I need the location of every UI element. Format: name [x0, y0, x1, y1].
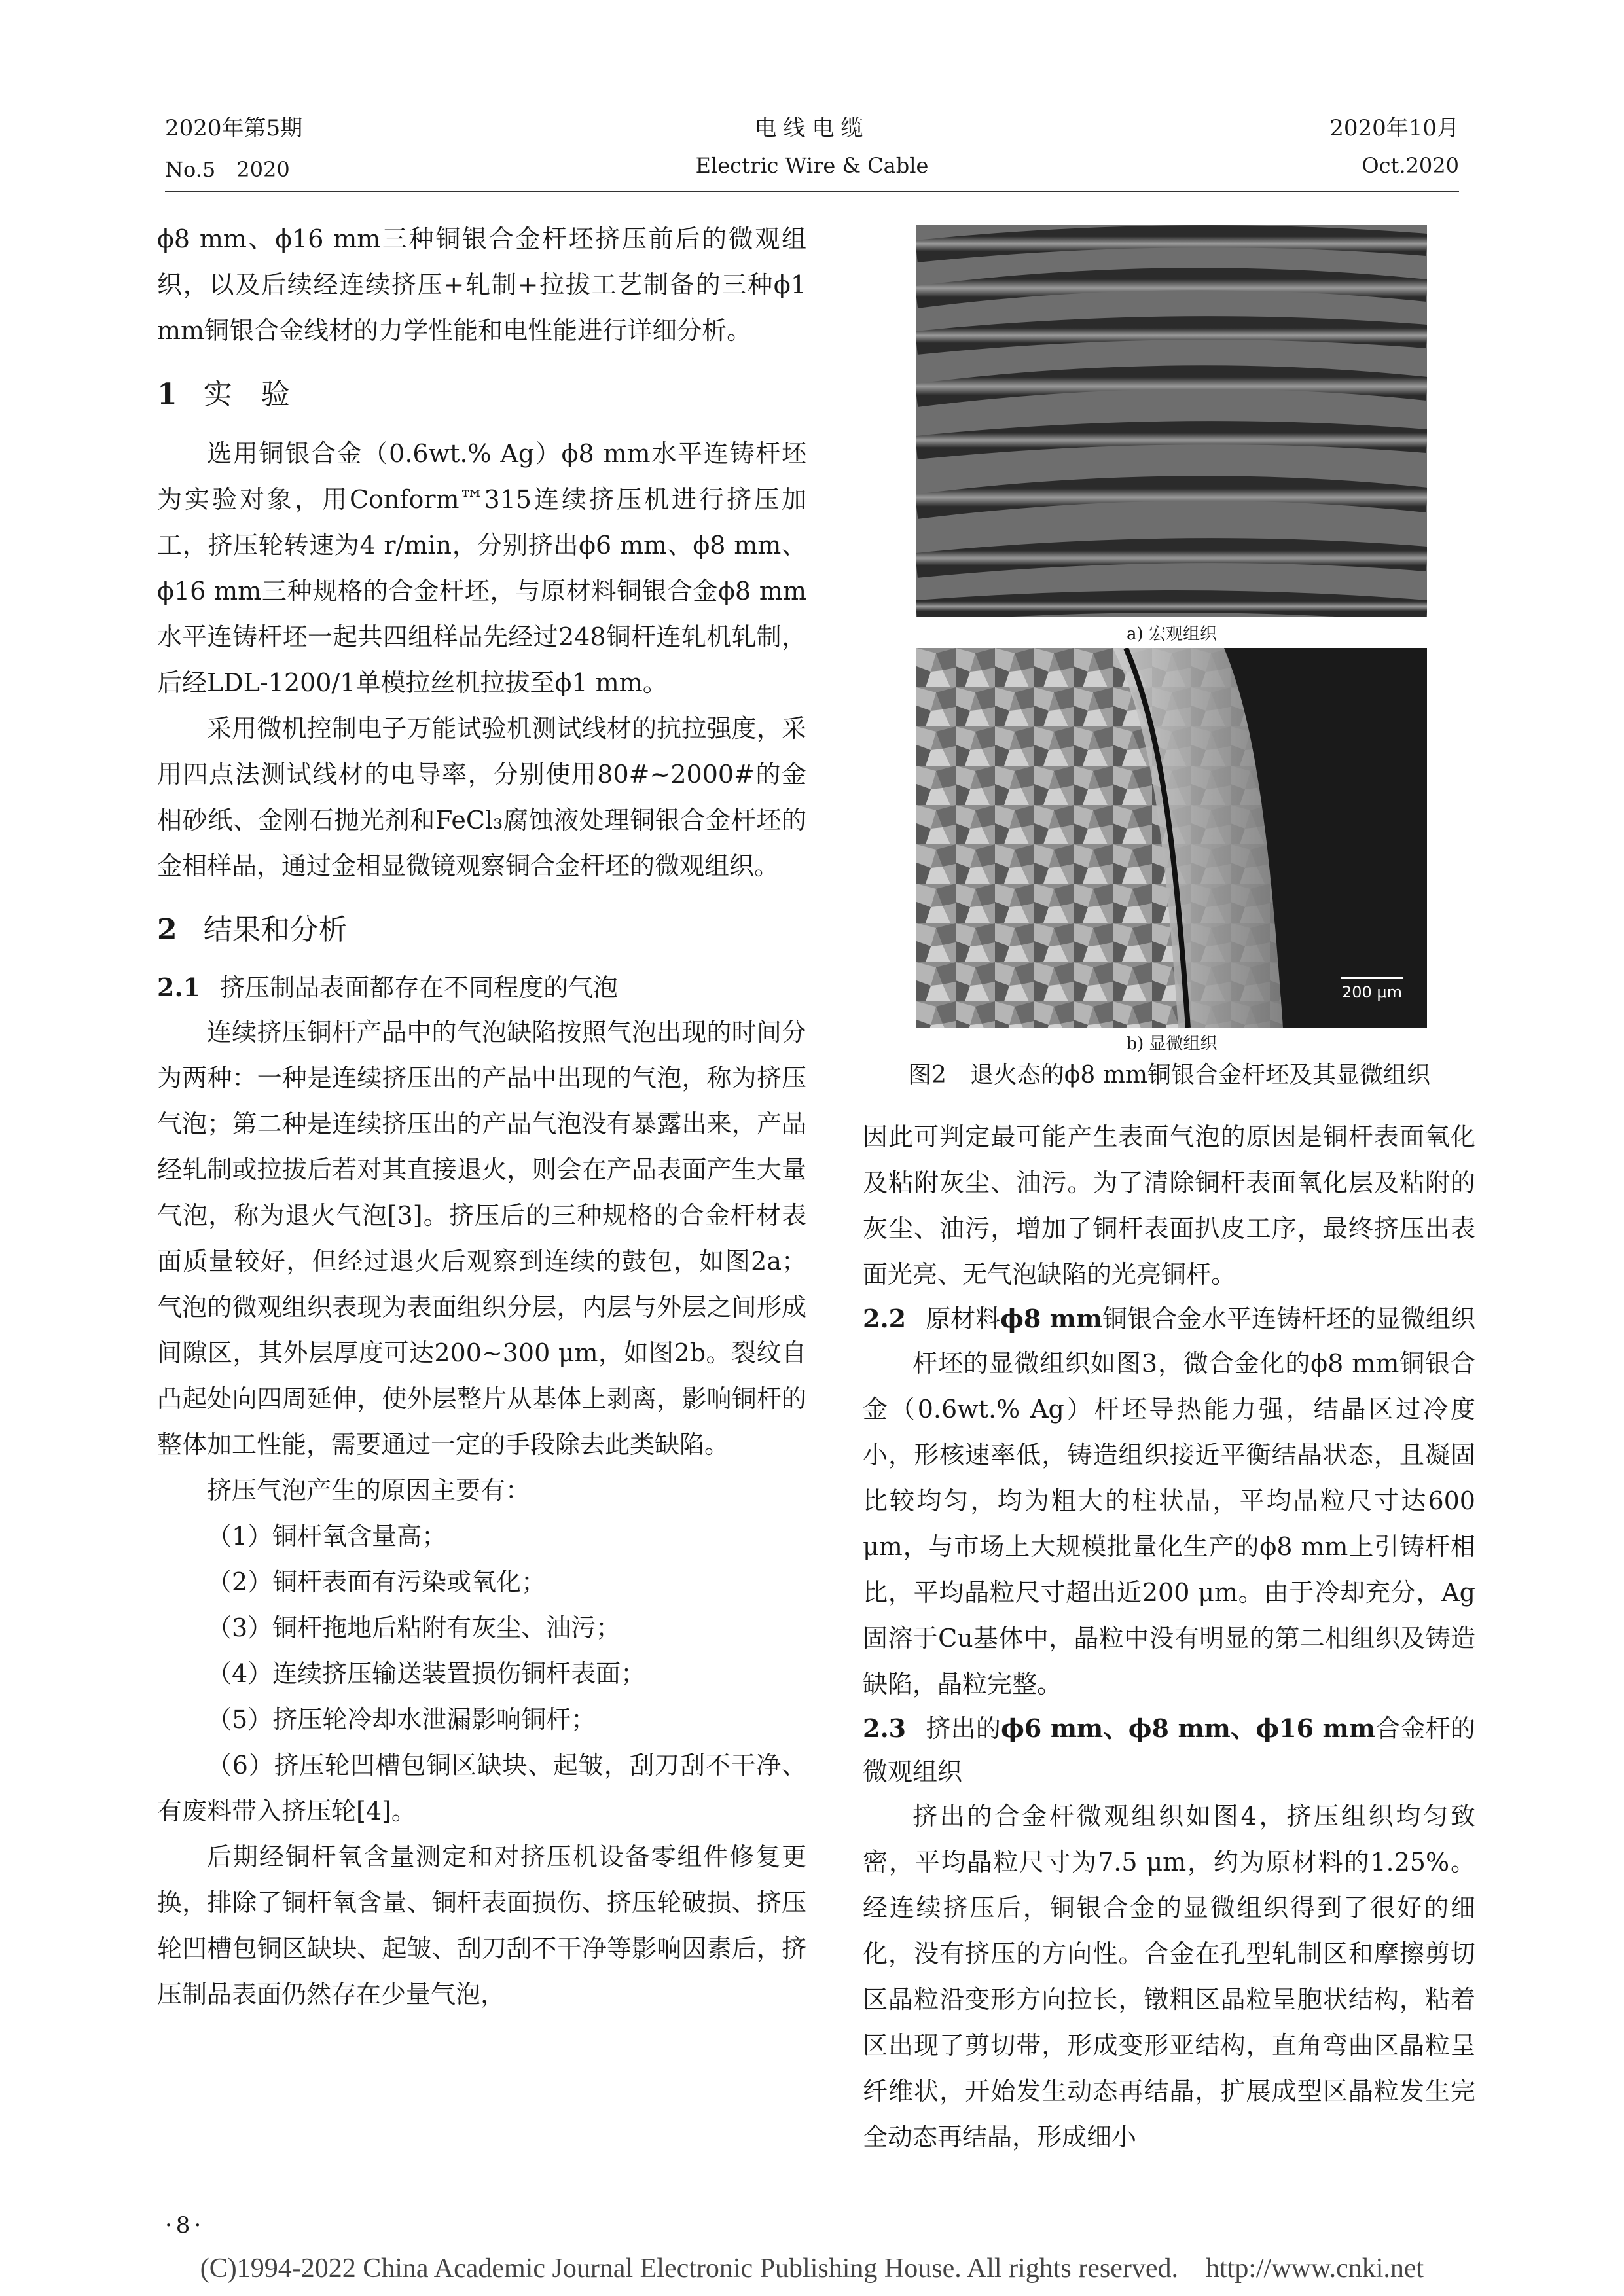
subsection-title-part: 原材料 — [926, 1304, 1001, 1333]
subsection-number: 2.3 — [863, 1713, 907, 1743]
section-1-heading — [157, 372, 806, 418]
subsection-title-part: 挤出的 — [926, 1714, 1001, 1743]
subsection-title-dimension: ϕ6 mm、ϕ8 mm、ϕ16 mm — [1001, 1713, 1375, 1743]
section-number: 2 — [157, 913, 177, 946]
issue-en: No.5 2020 — [165, 157, 290, 182]
copyright-line: (C)1994-2022 China Academic Journal Electronic Publishing House. All rights reserved. http://www.cnki.net — [200, 2253, 1424, 2284]
running-header — [165, 110, 1459, 188]
date-en: Oct.2020 — [1362, 153, 1459, 178]
section-number: 1 — [157, 378, 177, 411]
micrograph-photo — [916, 648, 1427, 1028]
scale-bar-line — [1341, 977, 1403, 979]
paragraph: 后期经铜杆氧含量测定和对挤压机设备零组件修复更换，排除了铜杆氧含量、铜杆表面损伤、挤压轮破损、挤压轮凹槽包铜区缺块、起皱、刮刀刮不干净等影响因素后，挤压制品表面仍然存在少量气泡， — [157, 1842, 806, 2009]
section-title: 实 验 — [203, 378, 290, 411]
paragraph: 杆坯的显微组织如图3，微合金化的ϕ8 mm铜银合金（0.6wt.% Ag）杆坯导热能力强，结晶区过冷度小，形核速率低，铸造组织接近平衡结晶状态，且凝固比较均匀，均为粗大的柱状晶，平均晶粒尺寸达600 μm，与市场上大规模批量化生产的ϕ8 mm上引铸杆相比，平均晶粒尺寸超出近200 μm。由于冷却充分，Ag固溶于Cu基体中，晶粒中没有明显的第二相组织及铸造缺陷，晶粒完整。 — [863, 1349, 1475, 1698]
section-2-heading — [157, 907, 806, 953]
left-column — [157, 216, 806, 2017]
paragraph: 采用微机控制电子万能试验机测试线材的抗拉强度，采用四点法测试线材的电导率，分别使用80#~2000#的金相砂纸、金刚石抛光剂和FeCl₃腐蚀液处理铜银合金杆坯的金相样品，通过金相显微镜观察铜合金杆坯的微观组织。 — [157, 714, 806, 880]
list-item: （3）铜杆拖地后粘附有灰尘、油污； — [207, 1613, 621, 1642]
list-item: （5）挤压轮冷却水泄漏影响铜杆； — [207, 1705, 596, 1734]
right-column — [863, 1114, 1475, 2160]
paragraph: 连续挤压铜杆产品中的气泡缺陷按照气泡出现的时间分为两种：一种是连续挤压出的产品中出现的气泡，称为挤压气泡；第二种是连续挤压出的产品气泡没有暴露出来，产品经轧制或拉拔后若对其直接退火，则会在产品表面产生大量气泡，称为退火气泡[3]。挤压后的三种规格的合金杆材表面质量较好，但经过退火后观察到连续的鼓包，如图2a；气泡的微观组织表现为表面组织分层，内层与外层之间形成间隙区，其外层厚度可达200~300 μm，如图2b。裂纹自凸起处向四周延伸，使外层整片从基体上剥离，影响铜杆的整体加工性能，需要通过一定的手段除去此类缺陷。 — [157, 1018, 806, 1459]
list-item: （4）连续挤压输送装置损伤铜杆表面； — [207, 1659, 646, 1688]
paragraph: 挤压气泡产生的原因主要有： — [207, 1476, 531, 1505]
journal-title-en: Electric Wire & Cable — [695, 153, 929, 178]
micrograph-drawing — [916, 648, 1427, 1028]
list-item: （1）铜杆氧含量高； — [207, 1522, 447, 1551]
subsection-title-part: 铜银合金水平连铸杆坯的显微组织 — [1102, 1304, 1476, 1333]
subsection-number: 2.1 — [157, 973, 201, 1002]
list-item: （2）铜杆表面有污染或氧化； — [207, 1568, 547, 1596]
subsection-title-part: 合金杆的微观组织 — [863, 1714, 1475, 1786]
subsection-2-2-heading — [863, 1297, 1475, 1340]
wire-coil-photo — [916, 225, 1427, 617]
header-rule — [165, 191, 1459, 192]
paragraph: 因此可判定最可能产生表面气泡的原因是铜杆表面氧化及粘附灰尘、油污。为了清除铜杆表面氧化层及粘附的灰尘、油污，增加了铜杆表面扒皮工序，最终挤压出表面光亮、无气泡缺陷的光亮铜杆。 — [863, 1122, 1475, 1289]
scale-bar — [1341, 977, 1403, 1001]
subsection-2-1-heading — [157, 966, 806, 1009]
date-cn: 2020年10月 — [1329, 115, 1459, 141]
scale-bar-label: 200 μm — [1341, 983, 1403, 1001]
paragraph: 选用铜银合金（0.6wt.% Ag）ϕ8 mm水平连铸杆坯为实验对象，用Conform™315连续挤压机进行挤压加工，挤压轮转速为4 r/min，分别挤出ϕ6 mm、ϕ8 mm、ϕ16 mm三种规格的合金杆坯，与原材料铜银合金ϕ8 mm水平连铸杆坯一起共四组样品先经过248铜杆连轧机轧制，后经LDL-1200/1单模拉丝机拉拔至ϕ1 mm。 — [157, 439, 806, 697]
section-title: 结果和分析 — [203, 913, 348, 946]
subsection-2-3-heading — [863, 1707, 1475, 1793]
issue-cn: 2020年第5期 — [165, 115, 303, 141]
figure-2a-photo — [916, 225, 1427, 617]
subsection-title-dimension: ϕ8 mm — [1000, 1304, 1102, 1333]
figure-2-caption: 图2 退火态的ϕ8 mm铜银合金杆坯及其显微组织 — [907, 1062, 1431, 1088]
subcaption-b: b) 显微组织 — [1126, 1034, 1218, 1054]
subcaption-a: a) 宏观组织 — [1127, 624, 1217, 644]
subsection-title: 挤压制品表面都存在不同程度的气泡 — [220, 973, 619, 1002]
wire-coil-drawing — [916, 225, 1427, 617]
list-item: （6）挤压轮凹槽包铜区缺块、起皱，刮刀刮不干净、有废料带入挤压轮[4]。 — [157, 1751, 806, 1825]
intro-paragraph: ϕ8 mm、ϕ16 mm三种铜银合金杆坯挤压前后的微观组织，以及后续经连续挤压+轧制+拉拔工艺制备的三种ϕ1 mm铜银合金线材的力学性能和电性能进行详细分析。 — [157, 224, 806, 345]
paragraph: 挤出的合金杆微观组织如图4，挤压组织均匀致密，平均晶粒尺寸为7.5 μm，约为原材料的1.25%。经连续挤压后，铜银合金的显微组织得到了很好的细化，没有挤压的方向性。合金在孔型轧制区和摩擦剪切区晶粒沿变形方向拉长，镦粗区晶粒呈胞状结构，粘着区出现了剪切带，形成变形亚结构，直角弯曲区晶粒呈纤维状，开始发生动态再结晶，扩展成型区晶粒发生完全动态再结晶，形成细小 — [863, 1802, 1475, 2151]
figure-2b-photo — [916, 648, 1427, 1028]
journal-title-cn: 电线电缆 — [754, 115, 870, 141]
subsection-number: 2.2 — [863, 1304, 907, 1333]
page-number: ·8· — [165, 2212, 206, 2238]
